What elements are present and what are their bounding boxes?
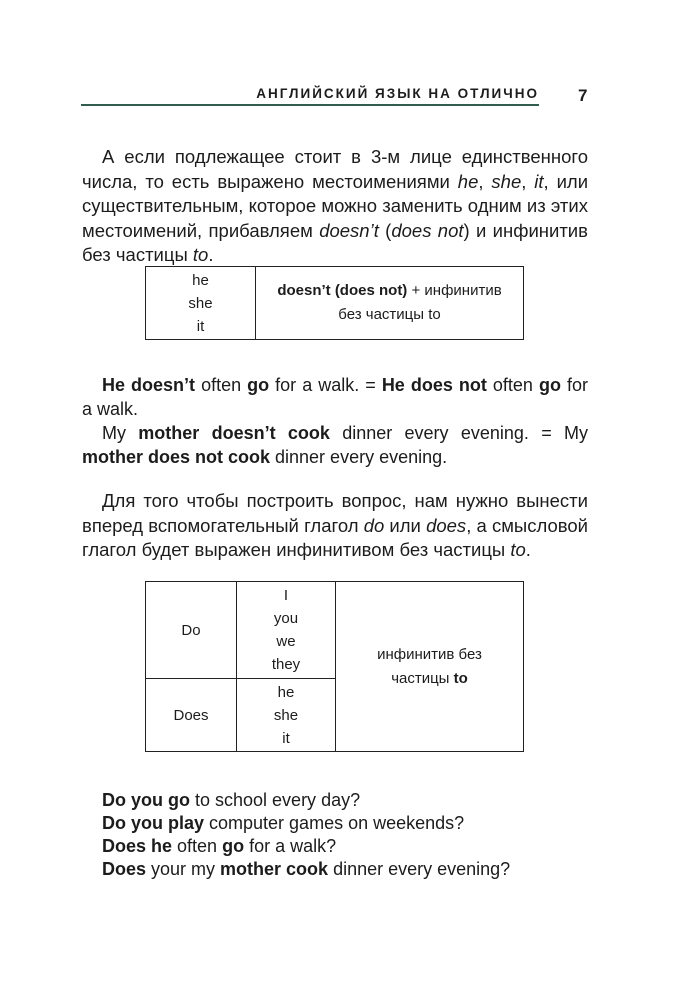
do-pronoun-cell: I you we they: [237, 582, 336, 679]
paragraph-line: числа, то есть выражено местоимениями he, she, it, или: [82, 170, 589, 192]
running-header: [81, 84, 539, 106]
question-example: Does he often go for a walk?: [102, 836, 337, 856]
paragraph-questions: [82, 489, 588, 563]
example-line: mother does not cook dinner every evening.: [82, 447, 448, 467]
book-title: АНГЛИЙСКИЙ ЯЗЫК НА ОТЛИЧНО: [256, 86, 539, 101]
question-example: Do you play computer games on weekends?: [102, 813, 465, 833]
example-line: My mother doesn’t cook dinner every evening. = My: [102, 423, 588, 443]
does-pronoun-cell: he she it: [237, 679, 336, 752]
question-example: Does your my mother cook dinner every evening?: [102, 859, 511, 879]
paragraph-line: Для того чтобы построить вопрос, нам нужно вынести: [102, 490, 588, 511]
paragraph-line: местоимений, прибавляем doesn’t (does not) и инфинитив: [82, 219, 588, 241]
question-rule-table: [145, 581, 524, 752]
infinitive-rule-cell: инфинитив без частицы to: [336, 582, 524, 752]
rule-cell: doesn’t (does not) + инфинитив без частицы to: [256, 267, 524, 340]
question-example: Do you go to school every day?: [102, 790, 361, 810]
negation-rule-table: [145, 266, 524, 340]
paragraph-line: вперед вспомогательный глагол do или does, а смысловой: [82, 514, 588, 536]
pronoun-cell: he she it: [146, 267, 256, 340]
paragraph-line: без частицы to.: [82, 244, 214, 265]
do-cell: Do: [146, 582, 237, 679]
example-line: a walk.: [82, 399, 139, 419]
paragraph-third-person: [82, 145, 588, 268]
paragraph-line: глагол будет выражен инфинитивом без частицы to.: [82, 539, 531, 560]
page-number: 7: [578, 86, 588, 105]
does-cell: Does: [146, 679, 237, 752]
negation-examples: [82, 373, 588, 469]
paragraph-line: А если подлежащее стоит в 3-м лице единственного: [102, 146, 588, 167]
example-line: He doesn’t often go for a walk. = He does not often go for: [102, 375, 588, 395]
paragraph-line: существительным, которое можно заменить одним из этих: [82, 195, 588, 216]
